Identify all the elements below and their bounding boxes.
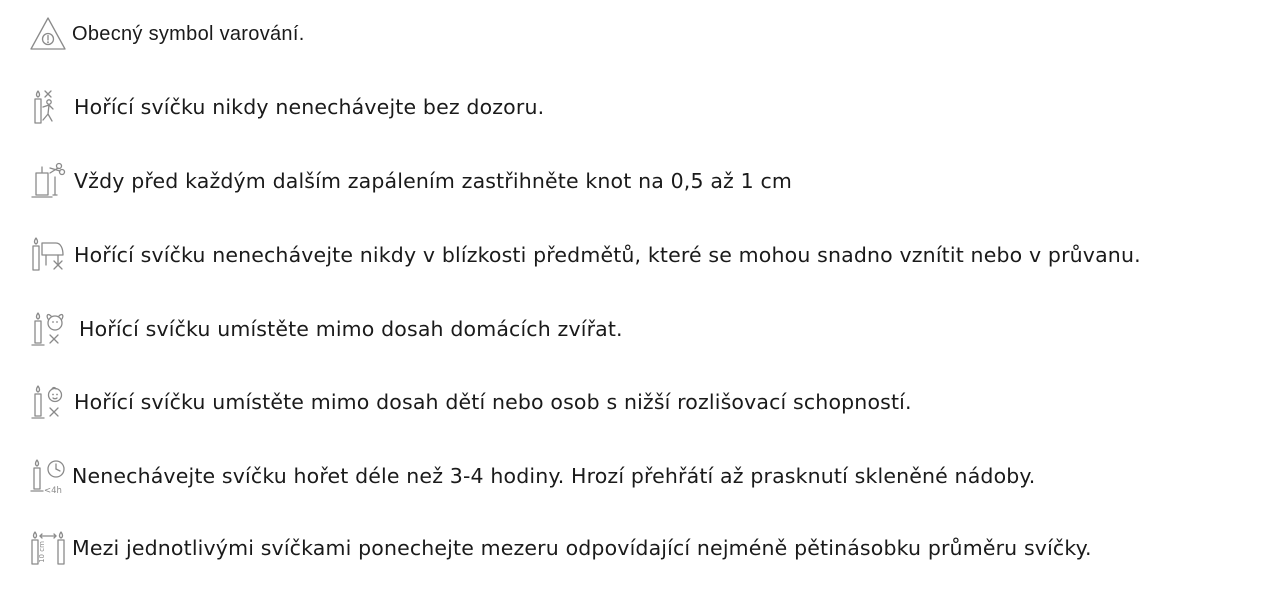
candle-unattended-icon — [28, 87, 68, 127]
instruction-row-time-limit — [28, 456, 1035, 496]
spacing-label: 10 cm — [38, 541, 46, 563]
instruction-text: Hořící svíčku umístěte mimo dosah domácích zvířat. — [79, 317, 623, 341]
instruction-row-flammable — [28, 235, 1141, 275]
instruction-row-pets — [28, 309, 623, 349]
instruction-text: Hořící svíčku nikdy nenechávejte bez dozoru. — [74, 95, 545, 119]
instruction-text: Hořící svíčku nenechávejte nikdy v blízkosti předmětů, které se mohou snadno vznítit nebo v průvanu. — [74, 243, 1141, 267]
candle-pets-icon — [28, 309, 68, 349]
instruction-text: Hořící svíčku umístěte mimo dosah dětí nebo osob s nižší rozlišovací schopností. — [74, 390, 912, 414]
candle-spacing-icon — [28, 528, 68, 568]
instruction-text: Vždy před každým dalším zapálením zastřihněte knot na 0,5 až 1 cm — [74, 169, 793, 193]
candle-children-icon — [28, 382, 68, 422]
instruction-row-children — [28, 382, 912, 422]
instruction-text: Obecný symbol varování. — [72, 22, 305, 45]
candle-wick-scissors-icon — [28, 161, 68, 201]
instruction-row-spacing — [28, 528, 1092, 568]
candle-time-limit-icon — [28, 456, 68, 496]
instruction-row-trim-wick — [28, 161, 792, 201]
candle-flammable-draft-icon — [28, 235, 68, 275]
instruction-text: Nenechávejte svíčku hořet déle než 3-4 hodiny. Hrozí přehřátí až prasknutí skleněné nádoby. — [72, 464, 1036, 488]
warning-triangle-icon — [28, 14, 68, 54]
time-limit-label: <4h — [44, 486, 62, 496]
instruction-row-unattended — [28, 87, 544, 127]
instruction-row-warning — [28, 14, 305, 54]
instruction-text: Mezi jednotlivými svíčkami ponechejte mezeru odpovídající nejméně pětinásobku průměru svíčky. — [72, 536, 1092, 560]
